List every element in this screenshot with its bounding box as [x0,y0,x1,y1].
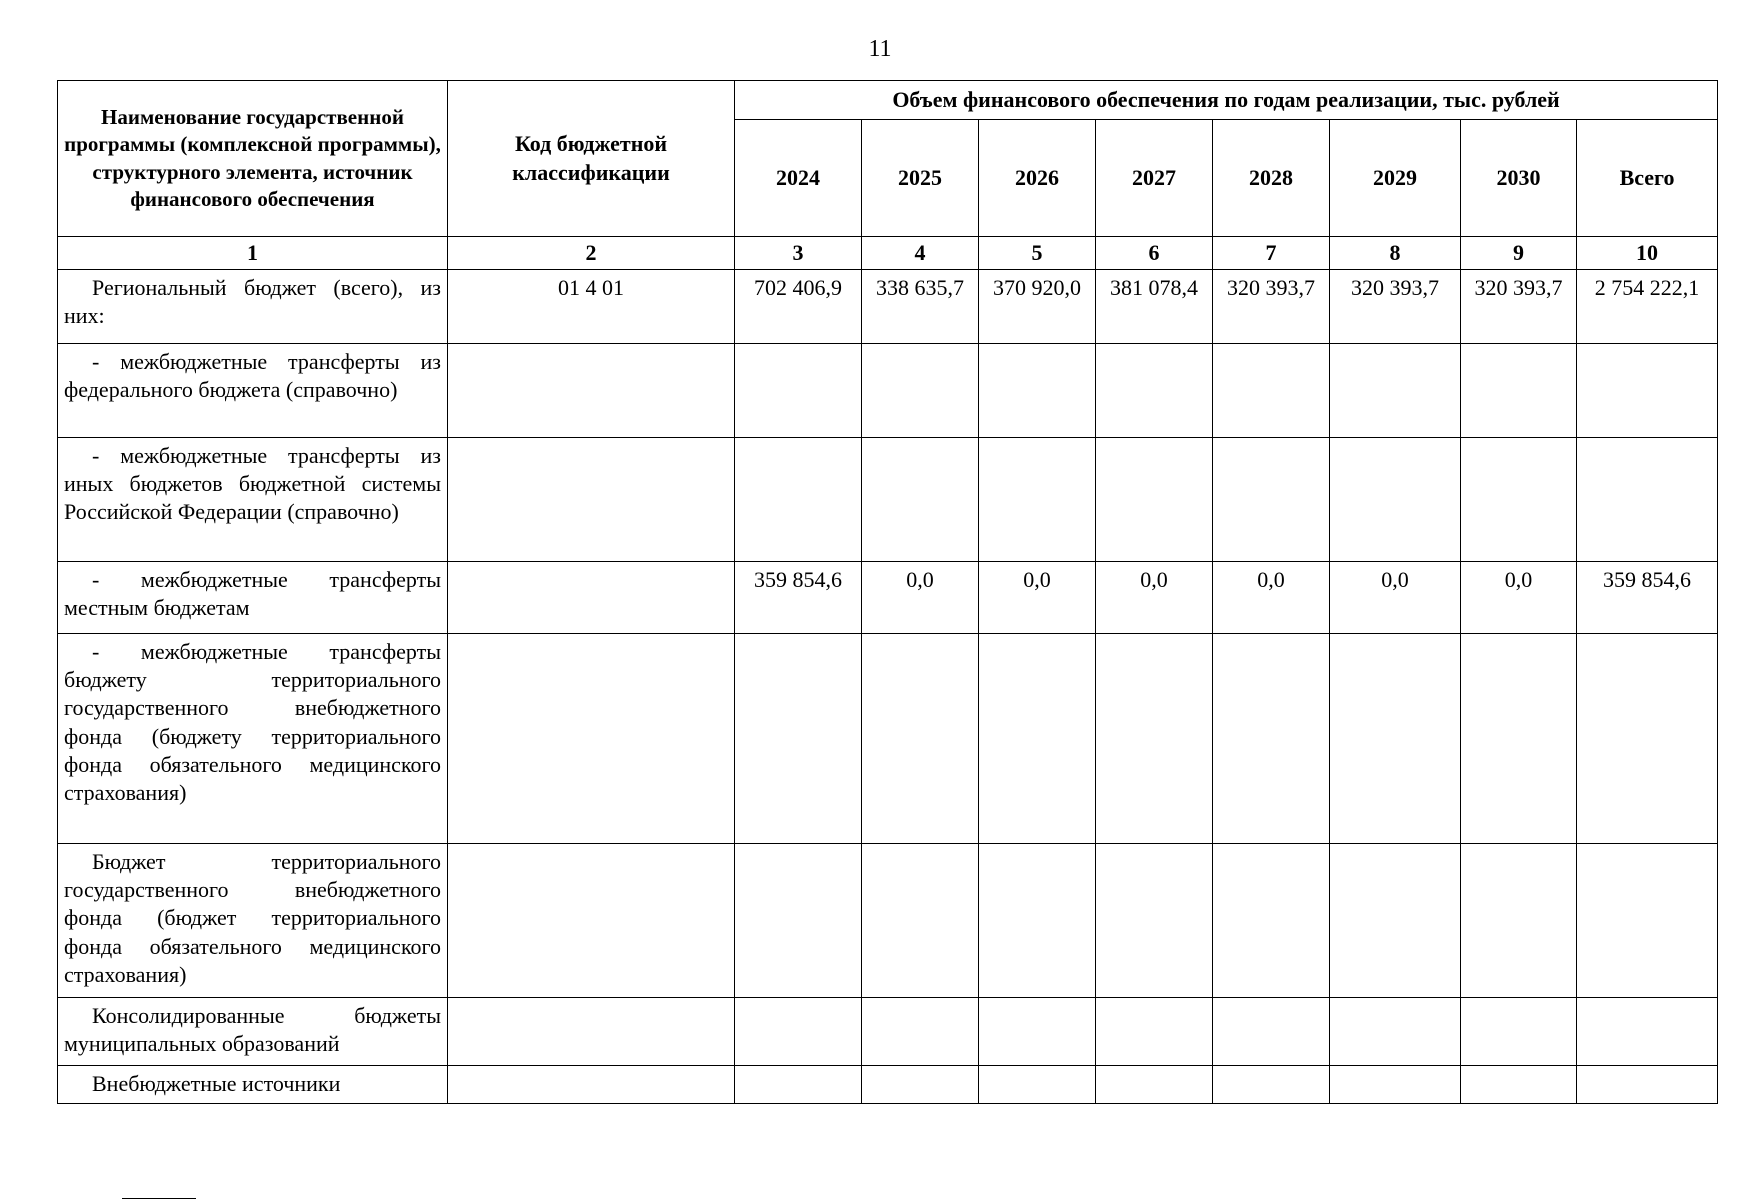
value-cell [1577,344,1718,438]
value-cell: 2 754 222,1 [1577,270,1718,344]
table-row-fund-transfers [58,634,1718,844]
value-cell [1096,844,1213,998]
value-cell: 0,0 [979,562,1096,634]
row-name: - межбюджетные трансферты из иных бюджетов бюджетной системы Российской Федерации (справочно) [64,443,441,525]
row-name-cell [58,438,448,562]
value-cell [979,844,1096,998]
row-name-cell [58,562,448,634]
table-row-municipal-budgets [58,998,1718,1066]
row-name: Внебюджетные источники [92,1071,341,1097]
table-row-regional-budget [58,270,1718,344]
column-number: 3 [735,237,862,270]
value-cell [1461,1066,1577,1104]
value-cell [979,438,1096,562]
value-cell: 370 920,0 [979,270,1096,344]
value-cell [1461,344,1577,438]
row-name-cell [58,634,448,844]
value-cell: 338 635,7 [862,270,979,344]
value-cell [979,1066,1096,1104]
header-year: 2030 [1461,120,1577,237]
value-cell [862,1066,979,1104]
value-cell [979,634,1096,844]
row-name-cell [58,844,448,998]
header-year: 2028 [1213,120,1330,237]
value-cell: 0,0 [862,562,979,634]
budget-code-cell [448,634,735,844]
value-cell: 0,0 [1096,562,1213,634]
value-cell [979,998,1096,1066]
budget-code-cell [448,344,735,438]
row-name: - межбюджетные трансферты местным бюджетам [64,567,441,621]
value-cell [735,844,862,998]
value-cell [1330,344,1461,438]
column-number: 6 [1096,237,1213,270]
header-row-top [58,81,1718,120]
column-number: 2 [448,237,735,270]
value-cell [862,998,979,1066]
value-cell [1577,998,1718,1066]
column-number: 10 [1577,237,1718,270]
table-row-local-transfers [58,562,1718,634]
value-cell: 702 406,9 [735,270,862,344]
value-cell [735,438,862,562]
value-cell [1330,1066,1461,1104]
value-cell [1213,344,1330,438]
column-number: 5 [979,237,1096,270]
row-name-cell [58,270,448,344]
value-cell [1213,844,1330,998]
value-cell: 320 393,7 [1461,270,1577,344]
table-row-federal-transfers [58,344,1718,438]
value-cell [1461,438,1577,562]
row-name: - межбюджетные трансферты бюджету территориального государственного внебюджетного фонда (бюджету территориального фонда обязательного медицинского страхования) [64,639,441,805]
row-name: Региональный бюджет (всего), из них: [64,275,441,329]
row-name-cell [58,998,448,1066]
column-number: 9 [1461,237,1577,270]
financing-table [57,80,1718,1104]
value-cell: 320 393,7 [1330,270,1461,344]
value-cell [1096,998,1213,1066]
value-cell [1330,634,1461,844]
value-cell: 0,0 [1461,562,1577,634]
value-cell [1213,1066,1330,1104]
value-cell [1461,634,1577,844]
column-number: 4 [862,237,979,270]
table-row-other-budgets-transfers [58,438,1718,562]
value-cell [1096,1066,1213,1104]
budget-code-cell [448,438,735,562]
value-cell [1330,844,1461,998]
header-year: 2026 [979,120,1096,237]
value-cell [1213,438,1330,562]
value-cell [1577,438,1718,562]
value-cell [979,344,1096,438]
value-cell [1330,998,1461,1066]
budget-code-cell [448,998,735,1066]
header-year: 2024 [735,120,862,237]
row-name-cell [58,344,448,438]
column-number: 7 [1213,237,1330,270]
header-year: 2027 [1096,120,1213,237]
header-name-column: Наименование государственной программы (комплексной программы), структурного элемента, источник финансового обеспечения [58,81,448,237]
row-name: Бюджет территориального государственного внебюджетного фонда (бюджет территориального фонда обязательного медицинского страхования) [64,849,441,987]
value-cell: 320 393,7 [1213,270,1330,344]
value-cell: 359 854,6 [1577,562,1718,634]
header-year: 2025 [862,120,979,237]
value-cell [862,844,979,998]
value-cell: 0,0 [1213,562,1330,634]
value-cell: 0,0 [1330,562,1461,634]
row-name: - межбюджетные трансферты из федерального бюджета (справочно) [64,349,441,403]
table-row-extrabudgetary [58,1066,1718,1104]
value-cell [862,344,979,438]
value-cell [1096,634,1213,844]
row-name-cell [58,1066,448,1104]
header-total: Всего [1577,120,1718,237]
header-code-column: Код бюджетной классификации [448,81,735,237]
value-cell [1461,844,1577,998]
value-cell [1577,1066,1718,1104]
budget-code-cell: 01 4 01 [448,270,735,344]
budget-code-cell [448,562,735,634]
value-cell [1096,438,1213,562]
value-cell [735,998,862,1066]
column-number-row [58,237,1718,270]
row-name: Консолидированные бюджеты муниципальных образований [64,1003,441,1057]
value-cell [862,438,979,562]
budget-code-cell [448,1066,735,1104]
value-cell [735,634,862,844]
footnote-rule [122,1198,196,1199]
value-cell [1213,998,1330,1066]
value-cell [1213,634,1330,844]
column-number: 8 [1330,237,1461,270]
page-number: 11 [868,36,892,62]
value-cell [1577,634,1718,844]
value-cell: 381 078,4 [1096,270,1213,344]
value-cell [1096,344,1213,438]
budget-code-cell [448,844,735,998]
value-cell [735,344,862,438]
header-financing-group: Объем финансового обеспечения по годам реализации, тыс. рублей [735,81,1718,120]
value-cell [1577,844,1718,998]
value-cell [735,1066,862,1104]
value-cell [1461,998,1577,1066]
value-cell: 359 854,6 [735,562,862,634]
table-row-fund-budget [58,844,1718,998]
column-number: 1 [58,237,448,270]
value-cell [1330,438,1461,562]
header-year: 2029 [1330,120,1461,237]
value-cell [862,634,979,844]
